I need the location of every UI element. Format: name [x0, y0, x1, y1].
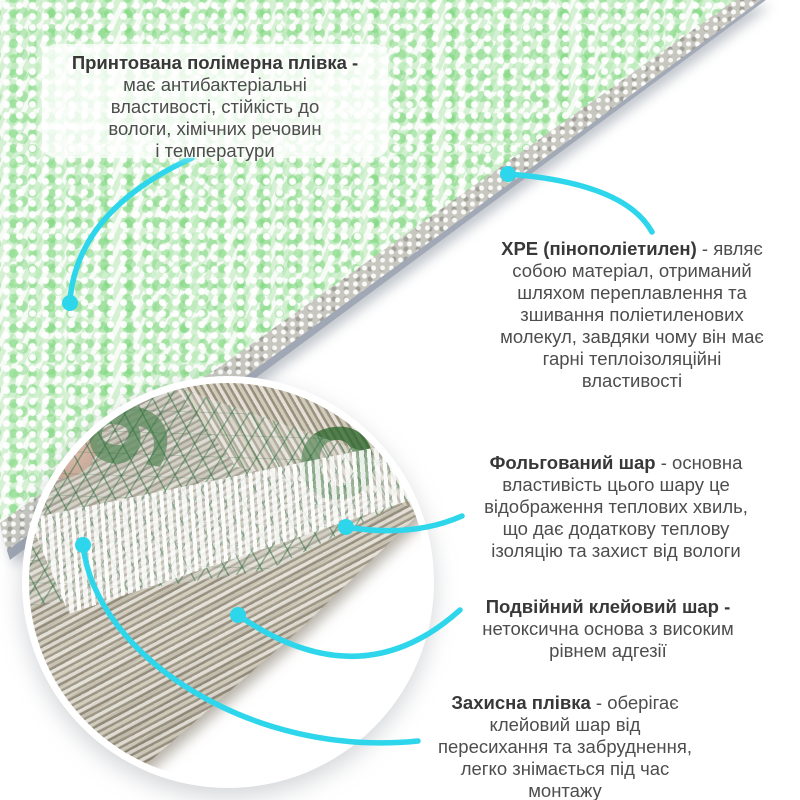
annotation-line: має антибактеріальні [123, 74, 307, 95]
annotation-foil [465, 452, 767, 562]
annotation-line1-rest: - оберігає [590, 692, 679, 713]
annotation-printed-film [52, 52, 378, 162]
closeup-sheet-shadow [29, 383, 427, 781]
annotation-title: Захисна плівка [451, 692, 591, 713]
annotation-line [465, 452, 767, 474]
annotation-line: монтажу [528, 780, 602, 800]
annotation-line [458, 596, 758, 618]
annotation-line: молекул, завдяки чому він має [500, 326, 764, 347]
closeup-circle [22, 376, 434, 788]
annotation-line: клейовий шар від [489, 714, 641, 735]
annotation-title: ХРЕ (пінополіетилен) [501, 238, 697, 259]
annotation-line: ізоляцію та захист від вологи [491, 540, 741, 561]
annotation-line: рівнем адгезії [549, 640, 667, 661]
annotation-line: властивості [581, 370, 683, 391]
annotation-line: відображення теплових хвиль, [484, 496, 748, 517]
annotation-line [52, 52, 378, 74]
annotation-line [415, 692, 715, 714]
annotation-xpe [482, 238, 782, 392]
annotation-line: властивість цього шару це [502, 474, 730, 495]
annotation-title: Фольгований шар [489, 452, 656, 473]
annotation-line: нетоксична основа з високим [482, 618, 734, 639]
annotation-line1-rest: - основна [655, 452, 743, 473]
annotation-line [482, 238, 782, 260]
annotation-line: що дає додаткову теплову [502, 518, 730, 539]
annotation-title: Подвійний клейовий шар - [485, 596, 731, 617]
annotation-line: собою матеріал, отриманий [512, 260, 752, 281]
closeup-photo [29, 383, 427, 781]
annotation-line: властивості, стійкість до [110, 96, 320, 117]
annotation-line: зшивання поліетиленових [520, 304, 744, 325]
annotation-line1-rest: - являє [696, 238, 763, 259]
annotation-adhesive [458, 596, 758, 662]
annotation-title: Принтована полімерна плівка - [71, 52, 359, 73]
annotation-line: пересихання та забруднення, [437, 736, 693, 757]
annotation-line: гарні теплоізоляційні [542, 348, 722, 369]
annotation-line: вологи, хімічних речовин [108, 118, 322, 139]
annotation-line: шляхом переплавлення та [517, 282, 747, 303]
closeup-sheet [29, 383, 427, 781]
annotation-line: легко знімається під час [460, 758, 670, 779]
annotation-protective [415, 692, 715, 800]
annotation-line: і температури [155, 140, 275, 161]
